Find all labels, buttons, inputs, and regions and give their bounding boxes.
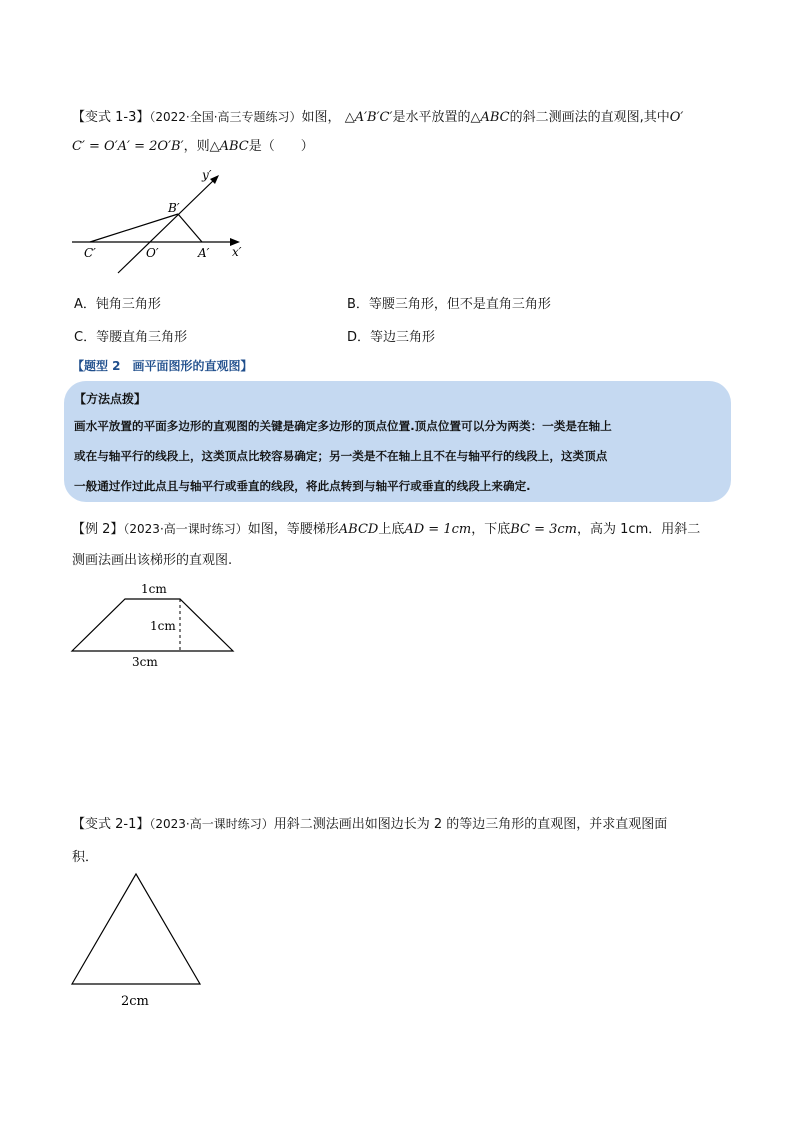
method-tips-line-3: 一般通过作过此点且与轴平行或垂直的线段，将此点转到与轴平行或垂直的线段上来确定. <box>74 479 531 493</box>
label-b-prime: B′ <box>168 201 180 215</box>
question-text: 是（ ） <box>248 139 314 154</box>
question-tag: 【变式 2-1】 <box>72 817 150 832</box>
triangle-prime-label: A′B′C′ <box>354 110 393 125</box>
math-equation: C′ = O′A′ = 2O′B′ <box>72 139 184 154</box>
option-b: B．等腰三角形，但不是直角三角形 <box>347 297 551 312</box>
question-source: （2023·高一课时练习） <box>123 522 248 536</box>
triangle-abc-label: △ABC <box>470 110 510 125</box>
label-o-prime: O′ <box>146 246 159 260</box>
label-y-prime: y′ <box>202 168 212 182</box>
label-x-prime: x′ <box>232 245 242 259</box>
question-text: 如图， <box>301 110 341 125</box>
question-text: 如图，等腰梯形 <box>247 522 339 537</box>
trapezoid-figure <box>66 578 242 670</box>
question-source: （2022·全国·高三专题练习） <box>149 110 302 124</box>
math-o-prime: O′ <box>669 110 684 125</box>
label-top-base: 1cm <box>141 582 167 596</box>
method-tips-box <box>64 381 731 502</box>
label-a-prime: A′ <box>198 246 210 260</box>
question-variant-1-3-line2 <box>72 135 314 154</box>
section-title: 画平面图形的直观图】 <box>132 359 253 373</box>
section-heading-type-2 <box>72 357 253 374</box>
option-a: A．钝角三角形 <box>74 297 161 312</box>
label-bottom-base: 3cm <box>132 655 158 669</box>
question-text: ，下底 <box>471 522 511 537</box>
example-2-line1 <box>72 518 700 537</box>
question-source: （2023·高一课时练习） <box>149 817 274 831</box>
question-variant-2-1-line1 <box>72 813 667 832</box>
method-tips-line-1: 画水平放置的平面多边形的直观图的关键是确定多边形的顶点位置.顶点位置可以分为两类：一类是在轴上 <box>74 419 612 433</box>
question-tag: 【变式 1-3】 <box>72 110 150 125</box>
question-text: ，则△ <box>183 139 220 154</box>
question-variant-2-1-line2: 积． <box>72 850 99 865</box>
option-d: D．等边三角形 <box>347 330 436 345</box>
question-text: 的斜二测画法的直观图,其中 <box>509 110 670 125</box>
equilateral-triangle-figure <box>66 868 210 1014</box>
method-tips-line-2: 或在与轴平行的线段上，这类顶点比较容易确定；另一类是不在轴上且不在与轴平行的线段上，这类顶点 <box>74 449 608 463</box>
method-tips-title: 【方法点拨】 <box>74 392 147 406</box>
question-text: ，高为 1cm．用斜二 <box>577 522 701 537</box>
question-text: 用斜二测法画出如图边长为 2 的等边三角形的直观图，并求直观图面 <box>273 817 668 832</box>
math-abc: ABC <box>219 139 249 154</box>
question-text: 上底 <box>378 522 405 537</box>
math-abcd: ABCD <box>338 522 379 537</box>
section-label: 【题型 2 <box>72 359 121 373</box>
option-c: C．等腰直角三角形 <box>74 330 188 345</box>
example-2-line2: 测画法画出该梯形的直观图. <box>72 553 233 568</box>
label-height: 1cm <box>150 619 176 633</box>
oblique-triangle-figure <box>66 166 256 276</box>
label-c-prime: C′ <box>84 246 96 260</box>
math-bc: BC = 3cm <box>510 522 578 537</box>
question-variant-1-3-line1 <box>72 106 683 125</box>
side-ba <box>178 214 202 242</box>
label-base: 2cm <box>121 994 149 1009</box>
question-text: 是水平放置的 <box>392 110 471 125</box>
math-ad: AD = 1cm <box>404 522 472 537</box>
triangle-symbol: △ <box>344 110 355 125</box>
equilateral-triangle-shape <box>72 874 200 984</box>
question-tag: 【例 2】 <box>72 522 124 537</box>
